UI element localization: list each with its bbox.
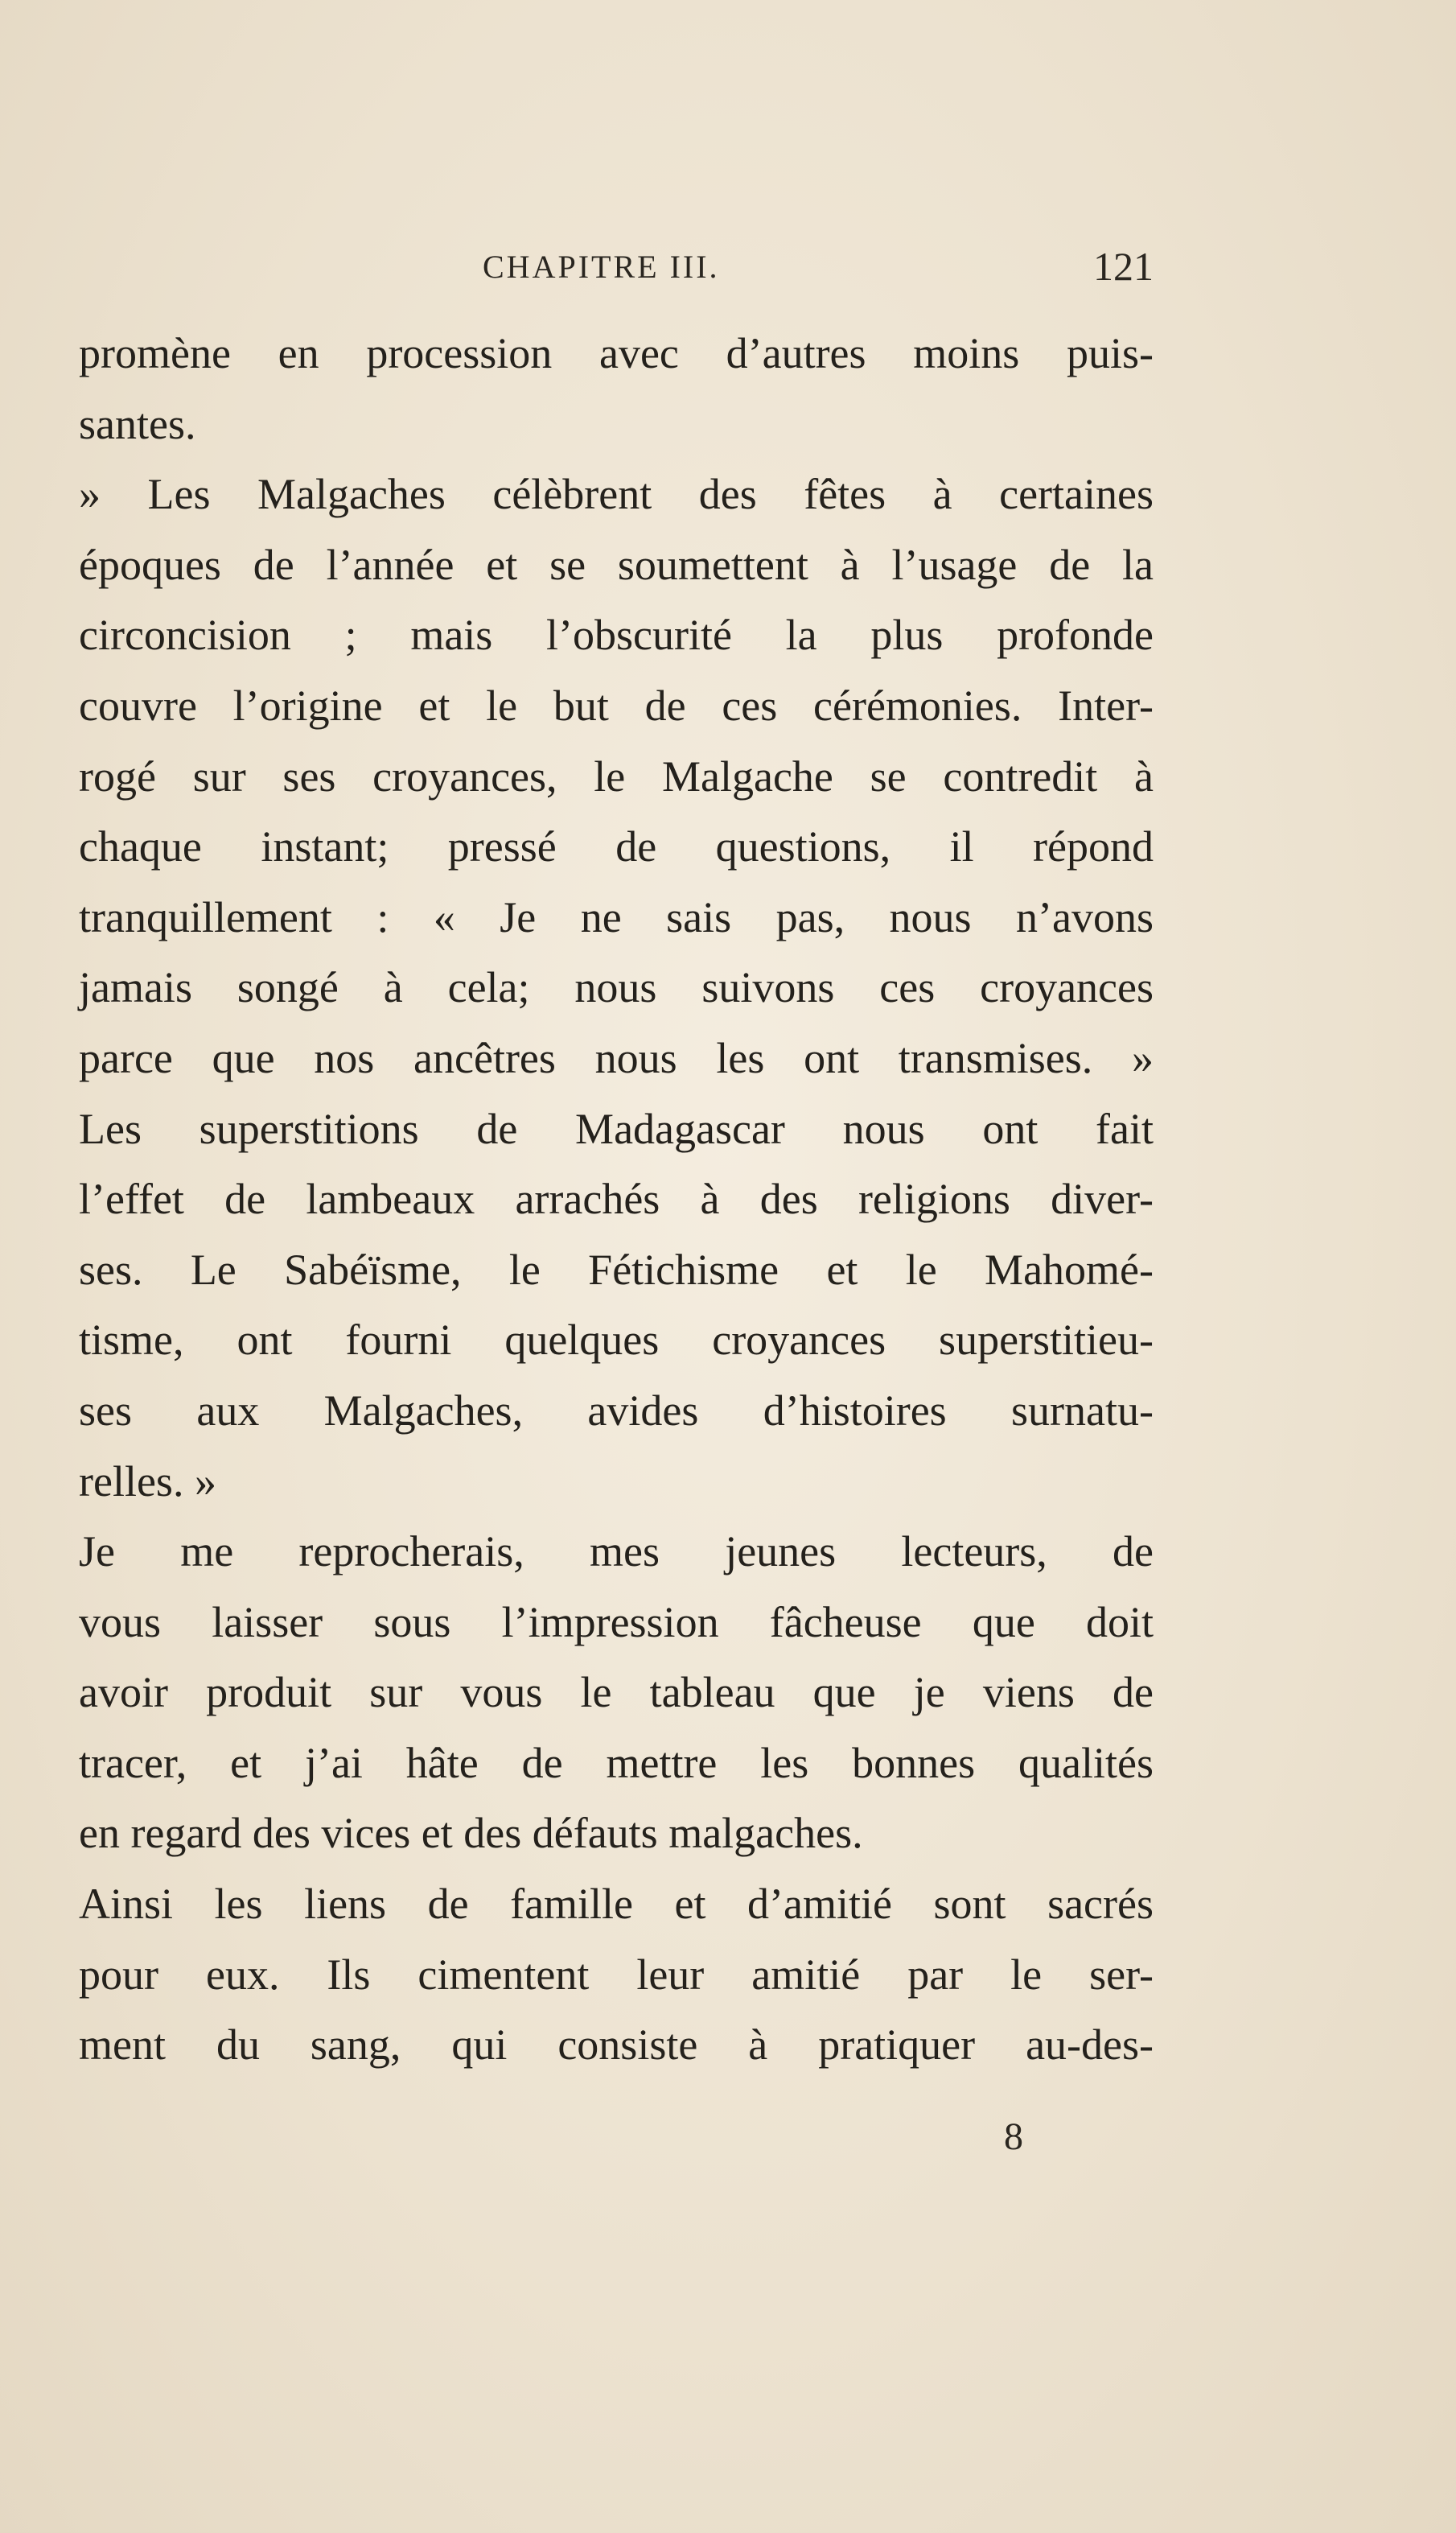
text-line: Les superstitions de Madagascar nous ont fait xyxy=(79,1104,1154,1153)
text-line: en regard des vices et des défauts malgaches. xyxy=(79,1809,863,1858)
text-line: tisme, ont fourni quelques croyances superstitieu- xyxy=(79,1316,1154,1365)
body-text xyxy=(79,319,1154,2081)
text-line: » Les Malgaches célèbrent des fêtes à certaines xyxy=(79,470,1154,519)
text-line: ses aux Malgaches, avides d’histoires surnatu- xyxy=(79,1386,1154,1435)
signature-mark: 8 xyxy=(1004,2115,1023,2158)
text-line: époques de l’année et se soumettent à l’usage de la xyxy=(79,540,1154,589)
page-number: 121 xyxy=(1093,244,1154,289)
text-line: chaque instant; pressé de questions, il répond xyxy=(79,822,1154,871)
text-line: avoir produit sur vous le tableau que je viens de xyxy=(79,1668,1154,1717)
text-line: Ainsi les liens de famille et d’amitié sont sacrés xyxy=(79,1880,1154,1929)
text-line: jamais songé à cela; nous suivons ces croyances xyxy=(79,963,1154,1012)
page-header xyxy=(79,244,1154,304)
text-line: santes. xyxy=(79,399,196,448)
text-line: couvre l’origine et le but de ces cérémonies. Inter- xyxy=(79,681,1154,730)
text-line: tracer, et j’ai hâte de mettre les bonnes qualités xyxy=(79,1738,1154,1787)
text-line: rogé sur ses croyances, le Malgache se contredit à xyxy=(79,752,1154,801)
text-line: parce que nos ancêtres nous les ont transmises. » xyxy=(79,1033,1154,1082)
text-line: tranquillement : « Je ne sais pas, nous n’avons xyxy=(79,892,1154,941)
text-line: Je me reprocherais, mes jeunes lecteurs, de xyxy=(79,1527,1154,1576)
text-line: pour eux. Ils cimentent leur amitié par le ser- xyxy=(79,1950,1154,1999)
text-line: vous laisser sous l’impression fâcheuse que doit xyxy=(79,1597,1154,1646)
text-line: circoncision ; mais l’obscurité la plus profonde xyxy=(79,611,1154,660)
text-line: relles. » xyxy=(79,1456,216,1505)
running-title: CHAPITRE III. xyxy=(483,249,720,285)
text-line: ses. Le Sabéïsme, le Fétichisme et le Mahomé- xyxy=(79,1245,1154,1294)
text-line: l’effet de lambeaux arrachés à des religions diver- xyxy=(79,1175,1154,1224)
text-line: promène en procession avec d’autres moins puis- xyxy=(79,329,1154,377)
text-line: ment du sang, qui consiste à pratiquer au-des- xyxy=(79,2020,1154,2070)
